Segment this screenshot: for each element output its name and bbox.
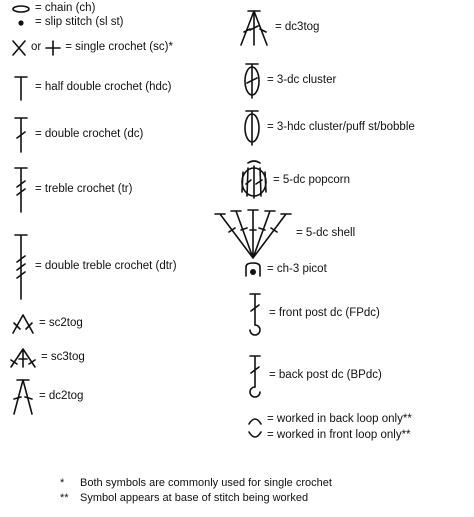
legend-chain bbox=[10, 3, 95, 15]
legend-bpdc bbox=[244, 353, 382, 399]
3hdc-cluster-icon bbox=[240, 108, 264, 148]
legend-label: = worked in back loop only** bbox=[267, 413, 412, 426]
legend-5dc-popcorn bbox=[238, 160, 350, 202]
dc2tog-icon bbox=[10, 377, 36, 417]
or-text: or bbox=[31, 41, 42, 54]
sc2tog-icon bbox=[10, 312, 36, 336]
legend-fpdc bbox=[244, 291, 380, 337]
legend-label: = treble crochet (tr) bbox=[35, 183, 133, 196]
legend-single-crochet bbox=[10, 39, 173, 57]
legend-label: = 3-dc cluster bbox=[267, 74, 337, 87]
legend-label: = 5-dc shell bbox=[296, 227, 356, 240]
legend-label: = ch-3 picot bbox=[267, 263, 327, 276]
legend-label: = dc3tog bbox=[275, 21, 320, 34]
5dc-popcorn-icon bbox=[238, 160, 270, 202]
legend-label: = sc3tog bbox=[41, 351, 85, 364]
legend-dc bbox=[10, 115, 143, 155]
bpdc-icon bbox=[244, 353, 266, 399]
slip-stitch-icon bbox=[10, 18, 32, 28]
footnote-text: Symbol appears at base of stitch being worked bbox=[80, 492, 309, 504]
legend-sc2tog bbox=[10, 312, 83, 336]
legend-label: = back post dc (BPdc) bbox=[269, 369, 382, 382]
legend-ch3-picot bbox=[242, 261, 327, 279]
front-loop-icon bbox=[246, 430, 264, 442]
dc3tog-icon bbox=[236, 8, 272, 48]
footnote-marker: ** bbox=[60, 492, 69, 504]
legend-label: = 3-hdc cluster/puff st/bobble bbox=[267, 121, 415, 134]
single-crochet-x-icon bbox=[10, 39, 28, 57]
chain-icon bbox=[10, 4, 32, 14]
legend-label: = slip stitch (sl st) bbox=[35, 16, 124, 28]
legend-front-loop bbox=[246, 430, 411, 442]
legend-label: = half double crochet (hdc) bbox=[35, 81, 172, 94]
legend-label: = chain (ch) bbox=[35, 2, 96, 14]
single-crochet-plus-icon bbox=[44, 39, 62, 57]
legend-5dc-shell bbox=[213, 208, 355, 260]
hdc-icon bbox=[10, 74, 32, 102]
legend-label: = front post dc (FPdc) bbox=[269, 307, 380, 320]
legend-dc3tog bbox=[236, 8, 319, 48]
3dc-cluster-icon bbox=[240, 61, 264, 101]
legend-sc3tog bbox=[8, 346, 85, 370]
legend-label: = single crochet (sc)* bbox=[65, 41, 173, 54]
legend-dtr bbox=[10, 232, 177, 302]
back-loop-icon bbox=[246, 414, 264, 426]
legend-label: = double treble crochet (dtr) bbox=[35, 260, 177, 273]
legend-label: = sc2tog bbox=[39, 317, 83, 330]
legend-label: = 5-dc popcorn bbox=[273, 174, 351, 187]
dtr-icon bbox=[10, 232, 32, 302]
fpdc-icon bbox=[244, 291, 266, 337]
legend-dc2tog bbox=[10, 377, 83, 417]
legend-back-loop bbox=[246, 414, 412, 426]
5dc-shell-icon bbox=[213, 208, 293, 260]
legend-hdc bbox=[10, 74, 171, 102]
legend-label: = worked in front loop only** bbox=[267, 429, 411, 442]
sc3tog-icon bbox=[8, 346, 38, 370]
footnote-double bbox=[60, 492, 308, 504]
legend-label: = dc2tog bbox=[39, 390, 84, 403]
footnote-marker: * bbox=[60, 477, 65, 489]
legend-slip-stitch bbox=[10, 17, 124, 29]
legend-3dc-cluster bbox=[240, 61, 336, 101]
legend-tr bbox=[10, 165, 132, 215]
footnote-single bbox=[60, 477, 332, 489]
tr-icon bbox=[10, 165, 32, 215]
legend-3hdc-cluster bbox=[240, 108, 415, 148]
dc-icon bbox=[10, 115, 32, 155]
ch3-picot-icon bbox=[242, 261, 264, 279]
footnote-text: Both symbols are commonly used for single crochet bbox=[80, 477, 332, 489]
legend-label: = double crochet (dc) bbox=[35, 128, 144, 141]
